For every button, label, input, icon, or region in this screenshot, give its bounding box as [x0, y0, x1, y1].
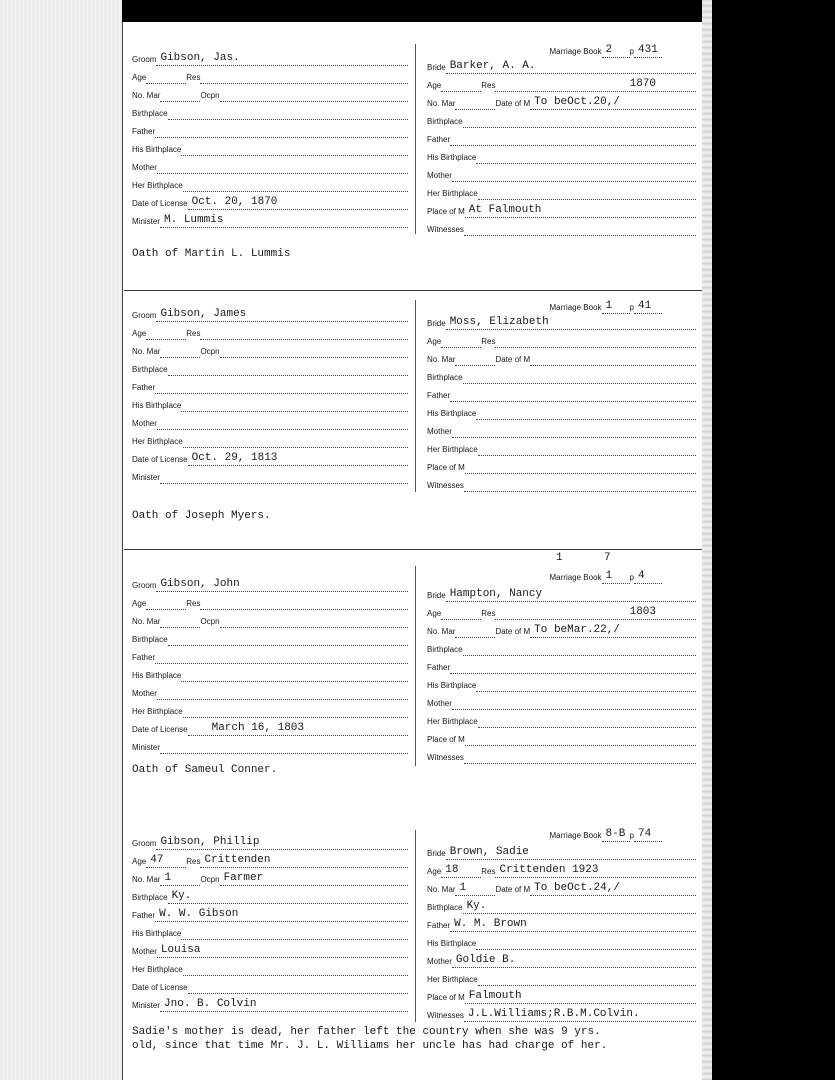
groom-row: Groom Gibson, Phillip — [132, 834, 408, 850]
place-of-marriage: At Falmouth — [465, 203, 696, 218]
groom-row: Groom Gibson, Jas. — [132, 50, 408, 66]
place-of-m-row: Place of M Falmouth — [427, 988, 696, 1004]
marriage-book-ref: Marriage Book 8-B p 74 — [550, 826, 662, 842]
minister-name — [160, 469, 408, 484]
witnesses-row: Witnesses — [427, 748, 696, 764]
marriage-record-card-2 — [124, 296, 702, 546]
bride-no-mar-row: No. Mar Date of M To beOct.20,/ — [427, 94, 696, 110]
bride-father-row: Father — [427, 130, 696, 146]
father-row: Father W. W. Gibson — [132, 906, 408, 922]
place-of-m-row: Place of M — [427, 458, 696, 474]
page-superscript: 7 — [604, 552, 611, 564]
marriage-book-superscript: 1 — [556, 552, 563, 564]
record-note: Oath of Joseph Myers. — [132, 510, 271, 522]
bride-row: Bride Hampton, Nancy — [427, 586, 696, 602]
record-note: Oath of Sameul Conner. — [132, 764, 278, 776]
birthplace-row: Birthplace — [132, 104, 408, 120]
groom-name: Gibson, James — [156, 307, 408, 322]
license-date — [188, 979, 408, 994]
bride-his-birthplace-row: His Birthplace — [427, 404, 696, 420]
father-row: Father — [132, 378, 408, 394]
minister-name: M. Lummis — [160, 213, 408, 228]
her-birthplace-row: Her Birthplace — [132, 176, 408, 192]
bride-name: Brown, Sadie — [446, 845, 696, 860]
bride-father-row: Father W. M. Brown — [427, 916, 696, 932]
marriage-book-ref: Marriage Book 2 p 431 — [550, 42, 662, 58]
groom-name: Gibson, Jas. — [156, 51, 408, 66]
age-res-row: Age Res — [132, 594, 408, 610]
age-res-row: Age Res — [132, 68, 408, 84]
marriage-date — [530, 351, 696, 366]
groom-name: Gibson, John — [156, 577, 408, 592]
marriage-date: To beOct.20,/ — [530, 95, 696, 110]
his-birthplace-row: His Birthplace — [132, 666, 408, 682]
bride-column — [419, 40, 702, 290]
minister-row: Minister — [132, 468, 408, 484]
marriage-record-card-3 — [124, 552, 702, 792]
groom-row: Groom Gibson, James — [132, 306, 408, 322]
age-res-row: Age Res — [132, 324, 408, 340]
groom-row: Groom Gibson, John — [132, 576, 408, 592]
mother-row: Mother Louisa — [132, 942, 408, 958]
no-mar-ocpn-row: No. Mar Ocpn — [132, 86, 408, 102]
father-row: Father — [132, 648, 408, 664]
his-birthplace-row: His Birthplace — [132, 924, 408, 940]
bride-no-mar-row: No. Mar Date of M — [427, 350, 696, 366]
bride-her-birthplace-row: Her Birthplace — [427, 440, 696, 456]
groom-column — [124, 552, 414, 792]
column-divider — [415, 830, 416, 1022]
date-of-license-row: Date of License March 16, 1803 — [132, 720, 408, 736]
his-birthplace-row: His Birthplace — [132, 396, 408, 412]
bride-her-birthplace-row: Her Birthplace — [427, 712, 696, 728]
record-note-line-2: old, since that time Mr. J. L. Williams her uncle has had charge of her. — [132, 1040, 608, 1052]
column-divider — [415, 300, 416, 492]
bride-name: Barker, A. A. — [446, 59, 696, 74]
mother-row: Mother — [132, 414, 408, 430]
scan-border-top — [122, 0, 712, 22]
bride-name: Moss, Elizabeth — [446, 315, 696, 330]
date-of-license-row: Date of License Oct. 29, 1813 — [132, 450, 408, 466]
no-mar-ocpn-row: No. Mar 1 Ocpn Farmer — [132, 870, 408, 886]
date-of-license-row: Date of License — [132, 978, 408, 994]
minister-name: Jno. B. Colvin — [160, 997, 408, 1012]
bride-father-row: Father — [427, 658, 696, 674]
minister-row: Minister Jno. B. Colvin — [132, 996, 408, 1012]
groom-column — [124, 296, 414, 546]
bride-mother-row: Mother Goldie B. — [427, 952, 696, 968]
age-res-row: Age 47 Res Crittenden — [132, 852, 408, 868]
bride-mother-row: Mother — [427, 694, 696, 710]
marriage-record-card-1 — [124, 40, 702, 290]
bride-his-birthplace-row: His Birthplace — [427, 148, 696, 164]
no-mar-ocpn-row: No. Mar Ocpn — [132, 342, 408, 358]
card-separator — [124, 290, 702, 291]
license-date: March 16, 1803 — [188, 721, 408, 736]
minister-row: Minister M. Lummis — [132, 212, 408, 228]
bride-her-birthplace-row: Her Birthplace — [427, 970, 696, 986]
bride-his-birthplace-row: His Birthplace — [427, 676, 696, 692]
scan-border-right — [712, 0, 835, 1080]
bride-birthplace-row: Birthplace — [427, 368, 696, 384]
bride-age-res-row: Age Res 1803 — [427, 604, 696, 620]
his-birthplace-row: His Birthplace — [132, 140, 408, 156]
her-birthplace-row: Her Birthplace — [132, 702, 408, 718]
marriage-date: To beMar.22,/ — [530, 623, 696, 638]
bride-father-row: Father — [427, 386, 696, 402]
bride-birthplace-row: Birthplace — [427, 112, 696, 128]
minister-row: Minister — [132, 738, 408, 754]
marriage-book-ref: Marriage Book 1 p 41 — [550, 298, 662, 314]
license-date: Oct. 20, 1870 — [188, 195, 408, 210]
her-birthplace-row: Her Birthplace — [132, 960, 408, 976]
witnesses-row: Witnesses J.L.Williams;R.B.M.Colvin. — [427, 1006, 696, 1022]
place-of-m-row: Place of M — [427, 730, 696, 746]
place-of-marriage: Falmouth — [465, 989, 696, 1004]
groom-name: Gibson, Phillip — [156, 835, 408, 850]
license-date: Oct. 29, 1813 — [188, 451, 408, 466]
column-divider — [415, 44, 416, 234]
date-of-license-row: Date of License Oct. 20, 1870 — [132, 194, 408, 210]
bride-column — [419, 826, 702, 1076]
bride-row: Bride Brown, Sadie — [427, 844, 696, 860]
birthplace-row: Birthplace — [132, 630, 408, 646]
bride-row: Bride Barker, A. A. — [427, 58, 696, 74]
minister-name — [160, 739, 408, 754]
bride-name: Hampton, Nancy — [446, 587, 696, 602]
bride-his-birthplace-row: His Birthplace — [427, 934, 696, 950]
marriage-record-card-4 — [124, 826, 702, 1076]
bride-age-res-row: Age Res 1870 — [427, 76, 696, 92]
bride-column — [419, 552, 702, 792]
her-birthplace-row: Her Birthplace — [132, 432, 408, 448]
birthplace-row: Birthplace — [132, 360, 408, 376]
bride-birthplace-row: Birthplace Ky. — [427, 898, 696, 914]
bride-no-mar-row: No. Mar 1 Date of M To beOct.24,/ — [427, 880, 696, 896]
place-of-marriage — [465, 731, 696, 746]
bride-column — [419, 296, 702, 546]
bride-no-mar-row: No. Mar Date of M To beMar.22,/ — [427, 622, 696, 638]
groom-column — [124, 826, 414, 1076]
bride-row: Bride Moss, Elizabeth — [427, 314, 696, 330]
mother-row: Mother — [132, 684, 408, 700]
witnesses-row: Witnesses — [427, 476, 696, 492]
witnesses-row: Witnesses — [427, 220, 696, 236]
father-row: Father — [132, 122, 408, 138]
bride-her-birthplace-row: Her Birthplace — [427, 184, 696, 200]
bride-mother-row: Mother — [427, 166, 696, 182]
birthplace-row: Birthplace Ky. — [132, 888, 408, 904]
bride-age-res-row: Age 18 Res Crittenden 1923 — [427, 862, 696, 878]
place-of-marriage — [465, 459, 696, 474]
card-margin-rule — [122, 22, 123, 1080]
place-of-m-row: Place of M At Falmouth — [427, 202, 696, 218]
bride-age-res-row: Age Res — [427, 332, 696, 348]
mother-row: Mother — [132, 158, 408, 174]
record-note: Sadie's mother is dead, her father left the country when she was 9 yrs. — [132, 1026, 601, 1038]
record-note: Oath of Martin L. Lummis — [132, 248, 291, 260]
scan-margin-left — [0, 0, 122, 1080]
marriage-date: To beOct.24,/ — [530, 881, 696, 896]
card-separator — [124, 549, 702, 550]
marriage-book-ref: Marriage Book 1 p 4 — [550, 568, 662, 584]
bride-mother-row: Mother — [427, 422, 696, 438]
bride-birthplace-row: Birthplace — [427, 640, 696, 656]
no-mar-ocpn-row: No. Mar Ocpn — [132, 612, 408, 628]
column-divider — [415, 566, 416, 766]
